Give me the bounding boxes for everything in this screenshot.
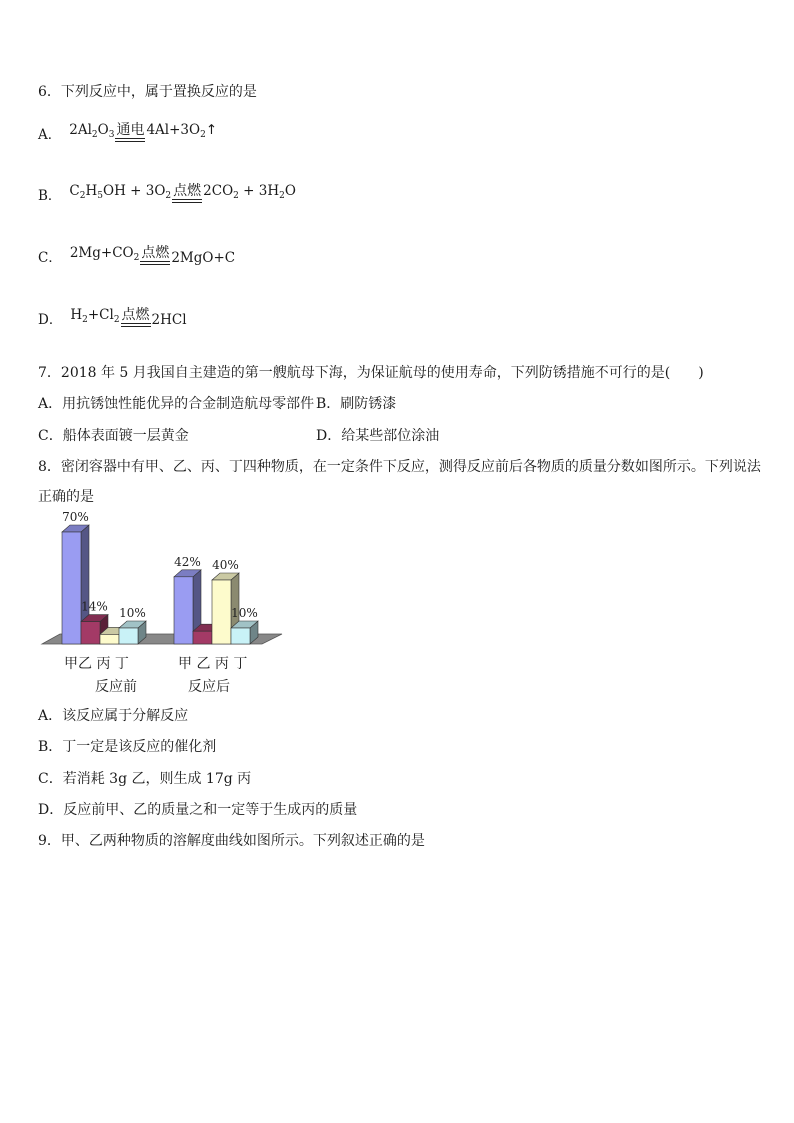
reaction-condition: 点燃 bbox=[172, 183, 202, 206]
reactants: $C_2H_5OH + 3O_2$ bbox=[69, 183, 172, 201]
bar-反应前-丁 bbox=[119, 628, 138, 644]
mass-fraction-bar-chart bbox=[30, 512, 300, 657]
category-labels-after: 甲 乙 丙 丁 bbox=[178, 656, 248, 672]
q6-option-d[interactable] bbox=[38, 305, 187, 330]
q8-stem-line2: 正确的是 bbox=[38, 489, 94, 505]
bar-label-反应前-甲: 70% bbox=[62, 512, 89, 524]
category-labels-before: 甲乙 丙 丁 bbox=[64, 656, 129, 672]
bar-label-反应前-乙: 14% bbox=[81, 599, 108, 614]
q8-option-d[interactable]: D．反应前甲、乙的质量之和一定等于生成丙的质量 bbox=[38, 802, 358, 818]
bar-反应后-甲 bbox=[174, 577, 193, 644]
option-label: D． bbox=[38, 312, 63, 328]
q6-stem: 6．下列反应中，属于置换反应的是 bbox=[38, 84, 257, 100]
q6-option-b[interactable] bbox=[38, 181, 296, 206]
products: $4Al+3O_2↑$ bbox=[146, 122, 218, 140]
group-label-after: 反应后 bbox=[188, 679, 230, 695]
q7-option-c[interactable]: C．船体表面镀一层黄金 bbox=[38, 428, 189, 444]
bar-反应后-乙 bbox=[193, 631, 212, 644]
bar-反应前-乙 bbox=[81, 622, 100, 644]
reaction-condition: 点燃 bbox=[140, 245, 170, 268]
bar-label-反应后-丙: 40% bbox=[212, 558, 239, 572]
bar-反应后-丁 bbox=[231, 628, 250, 644]
q7-option-d[interactable]: D．给某些部位涂油 bbox=[316, 428, 440, 444]
gas-arrow-icon: ↑ bbox=[205, 122, 218, 138]
reactants: $H_2+Cl_2$ bbox=[70, 307, 120, 325]
q7-option-b[interactable]: B．刷防锈漆 bbox=[316, 396, 397, 412]
bar-反应前-甲 bbox=[62, 532, 81, 644]
bar-label-反应后-甲: 42% bbox=[174, 554, 201, 569]
reaction-condition: 点燃 bbox=[121, 307, 151, 330]
option-label: A． bbox=[38, 127, 62, 143]
q8-option-a[interactable]: A．该反应属于分解反应 bbox=[38, 708, 189, 724]
q8-option-c[interactable]: C．若消耗 3g 乙，则生成 17g 丙 bbox=[38, 771, 252, 787]
q8-stem-line1: 8．密闭容器中有甲、乙、丙、丁四种物质，在一定条件下反应，测得反应前后各物质的质量分数如图所示。下列说法 bbox=[38, 459, 761, 475]
q6-option-a[interactable] bbox=[38, 120, 217, 145]
products: 2HCl bbox=[151, 312, 187, 328]
option-label: B． bbox=[38, 188, 62, 204]
reaction-condition: 通电 bbox=[115, 122, 145, 145]
bar-反应前-丙 bbox=[100, 634, 119, 644]
products: $2CO_2 + 3H_2O$ bbox=[203, 183, 296, 201]
q7-stem: 7．2018 年 5 月我国自主建造的第一艘航母下海，为保证航母的使用寿命，下列防锈措施不可行的是( ) bbox=[38, 365, 704, 381]
q6-option-c[interactable] bbox=[38, 243, 235, 268]
reactants: $2Mg+CO_2$ bbox=[69, 245, 140, 263]
bar-label-反应后-丁: 10% bbox=[231, 606, 258, 620]
reactants: $2Al_2O_3$ bbox=[69, 122, 115, 140]
products: 2MgO+C bbox=[171, 250, 236, 266]
group-label-before: 反应前 bbox=[95, 679, 137, 695]
q9-stem: 9．甲、乙两种物质的溶解度曲线如图所示。下列叙述正确的是 bbox=[38, 833, 425, 849]
q8-option-b[interactable]: B．丁一定是该反应的催化剂 bbox=[38, 739, 217, 755]
chart-svg bbox=[30, 512, 300, 657]
q7-option-a[interactable]: A．用抗锈蚀性能优异的合金制造航母零部件 bbox=[38, 396, 315, 412]
bar-反应后-丙 bbox=[212, 580, 231, 644]
option-label: C． bbox=[38, 250, 62, 266]
bar-label-反应前-丁: 10% bbox=[119, 606, 146, 620]
